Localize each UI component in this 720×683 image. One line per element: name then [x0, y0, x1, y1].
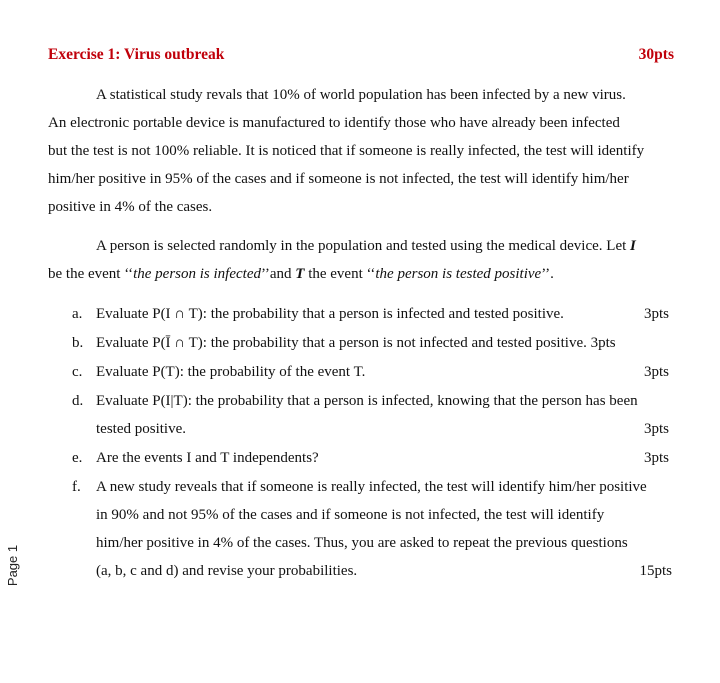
question-c-points: 3pts — [643, 364, 669, 380]
intro-line-5: positive in 4% of the cases. — [48, 199, 213, 215]
question-a-points: 3pts — [643, 306, 669, 322]
question-d-text-2: tested positive. — [96, 421, 186, 437]
question-f-text-4: (a, b, c and d) and revise your probabilities. — [96, 563, 358, 579]
intro-line-2: An electronic portable device is manufactured to identify those who have already been infected — [48, 115, 620, 131]
question-e-letter: e. — [72, 450, 83, 466]
intro-line-3: but the test is not 100% reliable. It is noticed that if someone is really infected, the test will identify — [48, 143, 645, 159]
question-e-points: 3pts — [643, 450, 669, 466]
question-a-letter: a. — [72, 306, 83, 322]
question-e-text: Are the events I and T independents? — [96, 450, 319, 466]
question-d-text: Evaluate P(I|T): the probability that a person is infected, knowing that the person has been — [96, 393, 638, 409]
question-c-text: Evaluate P(T): the probability of the event T. — [96, 364, 366, 380]
para2-line-2: be the event ‘‘the person is infected’’and T the event ‘‘the person is tested positive’’. — [48, 266, 554, 282]
question-f-letter: f. — [72, 479, 81, 495]
exercise-title: Exercise 1: Virus outbreak — [48, 46, 225, 63]
question-b-text: Evaluate P(Ī ∩ T): the probability that a person is not infected and tested positive. 3pts — [96, 335, 616, 351]
question-b-letter: b. — [72, 335, 84, 351]
intro-line-4: him/her positive in 95% of the cases and if someone is not infected, the test will identify him/her — [48, 171, 629, 187]
question-d-letter: d. — [72, 393, 84, 409]
page-number-label: Page 1 — [5, 544, 21, 587]
para2-line-1: A person is selected randomly in the population and tested using the medical device. Let I — [96, 238, 636, 254]
question-c-letter: c. — [72, 364, 83, 380]
exercise-points: 30pts — [638, 46, 674, 63]
question-f-text: A new study reveals that if someone is really infected, the test will identify him/her positive — [96, 479, 647, 495]
question-f-points: 15pts — [639, 563, 672, 579]
question-a-text: Evaluate P(I ∩ T): the probability that a person is infected and tested positive. — [96, 306, 564, 322]
question-f-text-2: in 90% and not 95% of the cases and if someone is not infected, the test will identify — [96, 507, 605, 523]
question-d-points: 3pts — [643, 421, 669, 437]
intro-line-1: A statistical study revals that 10% of world population has been infected by a new virus. — [96, 87, 626, 103]
var-i: I — [630, 238, 636, 254]
question-f-text-3: him/her positive in 4% of the cases. Thus, you are asked to repeat the previous questions — [96, 535, 628, 551]
